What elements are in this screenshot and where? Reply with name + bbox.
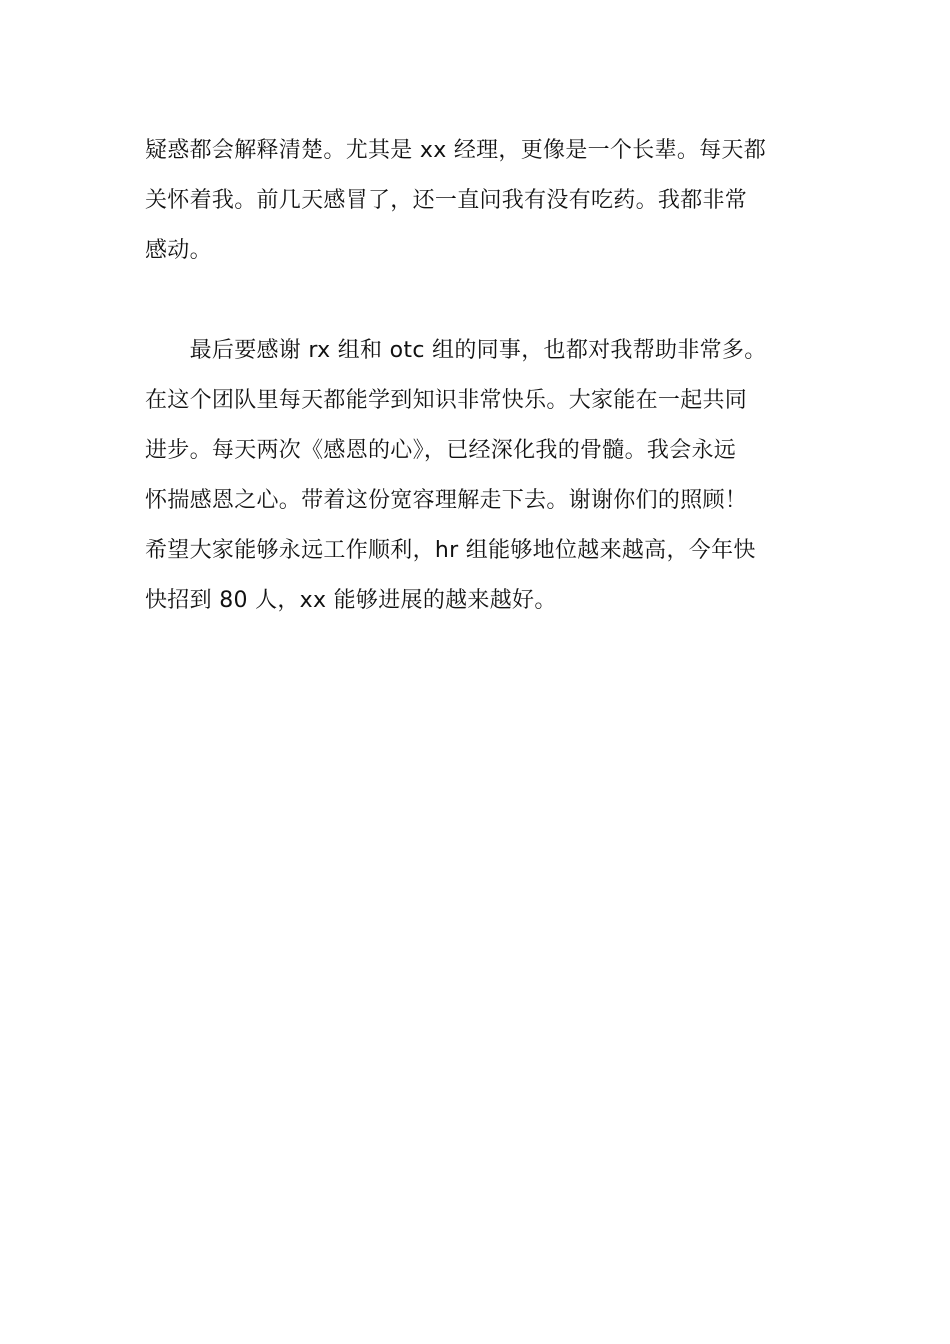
paragraph-2-line-3: 进步。每天两次《感恩的心》，已经深化我的骨髓。我会永远 bbox=[145, 438, 737, 463]
paragraph-2-line-2: 在这个团队里每天都能学到知识非常快乐。大家能在一起共同 bbox=[145, 388, 748, 413]
paragraph-1-line-2: 关怀着我。前几天感冒了，还一直问我有没有吃药。我都非常 bbox=[145, 188, 748, 213]
paragraph-1-line-3: 感动。 bbox=[145, 238, 212, 263]
paragraph-2-line-6: 快招到 80 人，xx 能够进展的越来越好。 bbox=[145, 588, 557, 613]
paragraph-2-line-5: 希望大家能够永远工作顺利，hr 组能够地位越来越高，今年快 bbox=[145, 538, 756, 563]
paragraph-1-line-1: 疑惑都会解释清楚。尤其是 xx 经理，更像是一个长辈。每天都 bbox=[145, 138, 767, 163]
paragraph-2-line-1: 最后要感谢 rx 组和 otc 组的同事，也都对我帮助非常多。 bbox=[145, 338, 767, 363]
paragraph-2-line-4: 怀揣感恩之心。带着这份宽容理解走下去。谢谢你们的照顾！ bbox=[145, 488, 748, 513]
